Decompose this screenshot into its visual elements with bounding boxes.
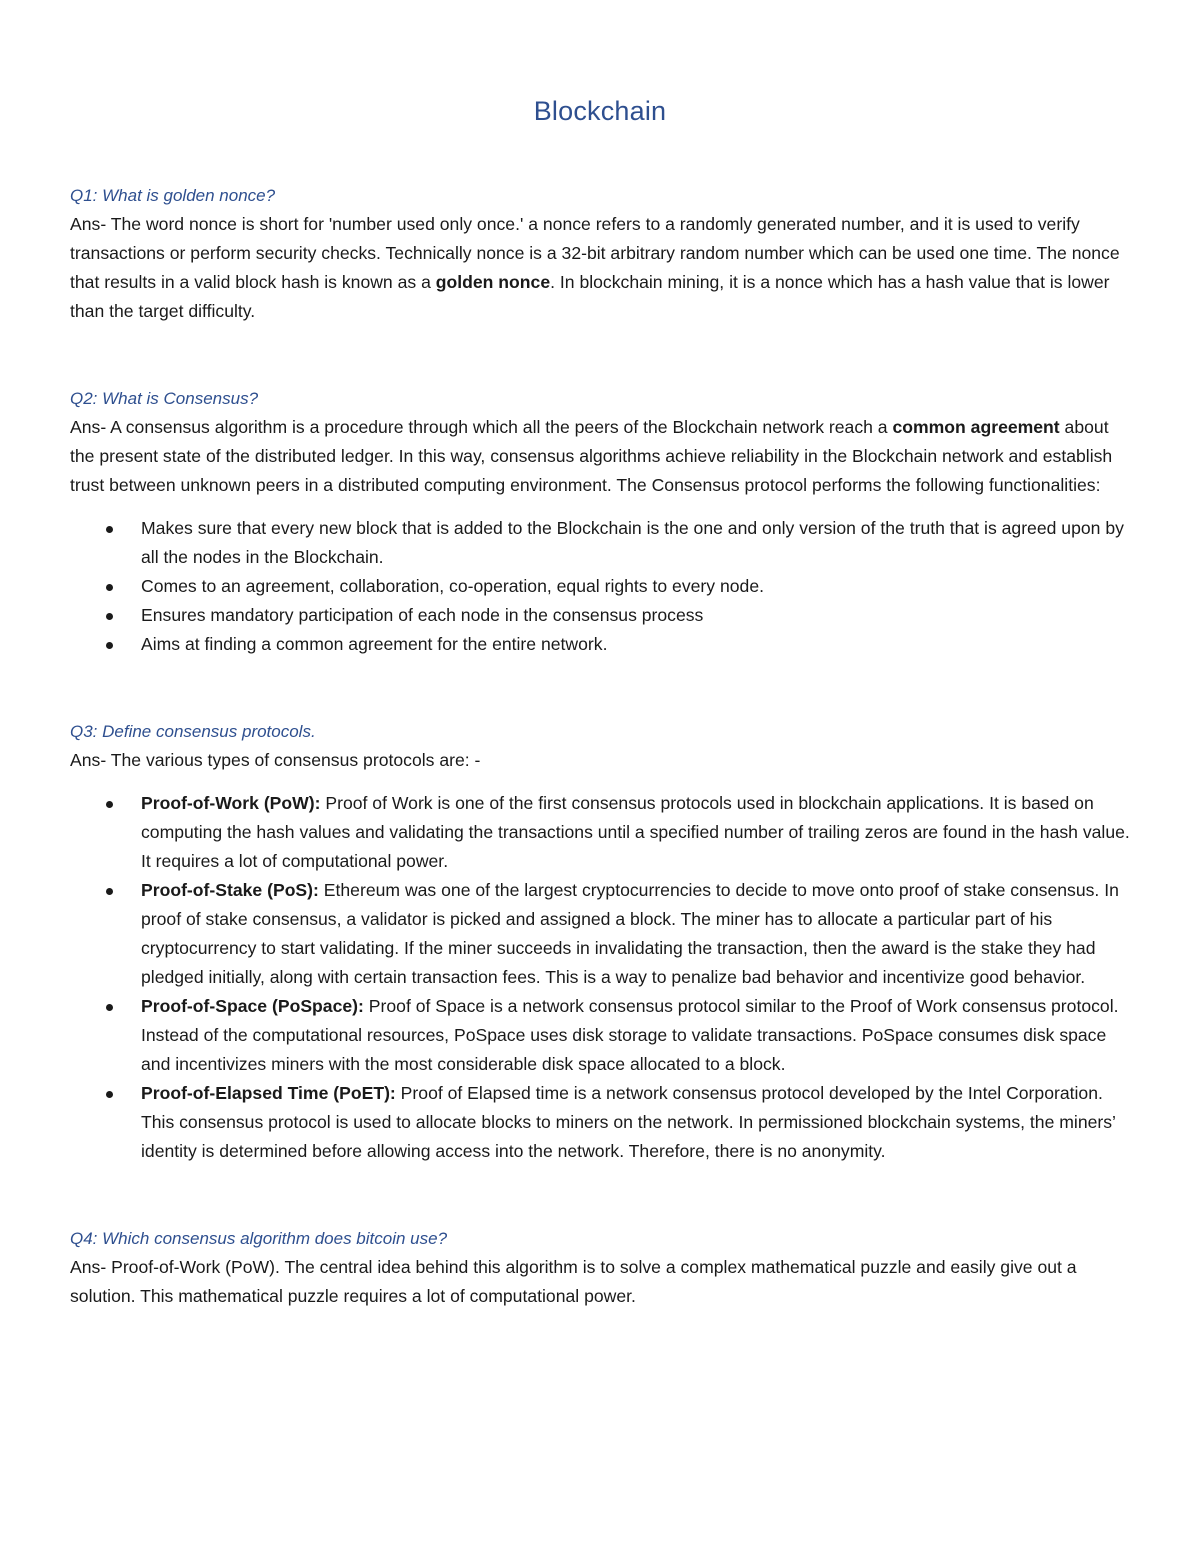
bullet-icon: [106, 801, 113, 808]
list-item: [70, 1079, 1132, 1166]
list-item: [70, 601, 1132, 630]
list-item: [70, 572, 1132, 601]
list-item: [70, 992, 1132, 1079]
list-item-text: Aims at finding a common agreement for the entire network.: [141, 634, 608, 654]
answer-bold-term: common agreement: [892, 417, 1060, 437]
answer-2: [70, 413, 1132, 500]
list-item: [70, 514, 1132, 572]
list-item: [70, 630, 1132, 659]
list-item: [70, 876, 1132, 992]
consensus-functionalities-list: [70, 514, 1132, 659]
protocol-description: Proof of Space is a network consensus protocol similar to the Proof of Work consensus protocol. Instead of the computational resources, PoSpace uses disk storage to validate transactions. PoSpace consumes disk space and incentivizes miners with the most considerable disk space allocated to a block.: [141, 996, 1119, 1074]
question-4: Q4: Which consensus algorithm does bitcoin use?: [70, 1229, 448, 1248]
question-1: Q1: What is golden nonce?: [70, 186, 276, 205]
document-body: [70, 181, 1132, 1311]
bullet-icon: [106, 613, 113, 620]
bullet-icon: [106, 888, 113, 895]
protocol-description: Proof of Work is one of the first consensus protocols used in blockchain applications. It is based on computing the hash values and validating the transactions until a specified number of trailing zeros are found in the hash value. It requires a lot of computational power.: [141, 793, 1130, 871]
bullet-icon: [106, 1004, 113, 1011]
answer-3: [70, 746, 1132, 775]
answer-text: The various types of consensus protocols are: -: [110, 750, 481, 770]
list-item-text: Makes sure that every new block that is added to the Blockchain is the one and only version of the truth that is agreed upon by all the nodes in the Blockchain.: [141, 518, 1124, 567]
answer-text: about the present state of the distributed ledger. In this way, consensus algorithms achieve reliability in the Blockchain network and establish trust between unknown peers in a distributed computing environment. The Consensus protocol performs the following functionalities:: [70, 417, 1113, 495]
answer-prefix: Ans-: [70, 750, 111, 770]
protocol-term: Proof-of-Space (PoSpace):: [141, 996, 364, 1016]
bullet-icon: [106, 584, 113, 591]
answer-text: The word nonce is short for 'number used only once.' a nonce refers to a randomly generated number, and it is used to verify transactions or perform security checks. Technically nonce is a 32-bit arbitrary random number which can be used one time. The nonce that results in a valid block hash is known as a: [70, 214, 1120, 292]
protocol-term: Proof-of-Stake (PoS):: [141, 880, 319, 900]
page-title: Blockchain: [533, 96, 667, 126]
bullet-icon: [106, 1091, 113, 1098]
protocol-description: Ethereum was one of the largest cryptocurrencies to decide to move onto proof of stake consensus. In proof of stake consensus, a validator is picked and assigned a block. The miner has to allocate a particular part of his cryptocurrency to start validating. If the miner succeeds in invalidating the transaction, then the award is the stake they had pledged initially, along with certain transaction fees. This is a way to penalize bad behavior and incentivize good behavior.: [141, 880, 1119, 987]
list-item-text: Ensures mandatory participation of each node in the consensus process: [141, 605, 704, 625]
question-3: Q3: Define consensus protocols.: [70, 722, 316, 741]
answer-prefix: Ans-: [70, 214, 111, 234]
protocol-description: Proof of Elapsed time is a network consensus protocol developed by the Intel Corporation. This consensus protocol is used to allocate blocks to miners on the network. In permissioned blockchain systems, the miners’ identity is determined before allowing access into the network. Therefore, there is no anonymity.: [141, 1083, 1116, 1161]
question-2: Q2: What is Consensus?: [70, 389, 259, 408]
answer-4: [70, 1253, 1132, 1311]
answer-text: A consensus algorithm is a procedure through which all the peers of the Blockchain network reach a: [110, 417, 893, 437]
answer-bold-term: golden nonce: [435, 272, 551, 292]
bullet-icon: [106, 642, 113, 649]
answer-1: [70, 210, 1132, 326]
consensus-protocols-list: [70, 789, 1132, 1166]
list-item-text: Comes to an agreement, collaboration, co-operation, equal rights to every node.: [141, 576, 764, 596]
answer-prefix: Ans-: [70, 1257, 112, 1277]
bullet-icon: [106, 526, 113, 533]
list-item: [70, 789, 1132, 876]
answer-text: . In blockchain mining, it is a nonce which has a hash value that is lower than the target difficulty.: [70, 272, 1110, 321]
protocol-term: Proof-of-Work (PoW):: [141, 793, 321, 813]
protocol-term: Proof-of-Elapsed Time (PoET):: [141, 1083, 396, 1103]
answer-text: Proof-of-Work (PoW). The central idea behind this algorithm is to solve a complex mathematical puzzle and easily give out a solution. This mathematical puzzle requires a lot of computational power.: [70, 1257, 1077, 1306]
answer-prefix: Ans-: [70, 417, 111, 437]
